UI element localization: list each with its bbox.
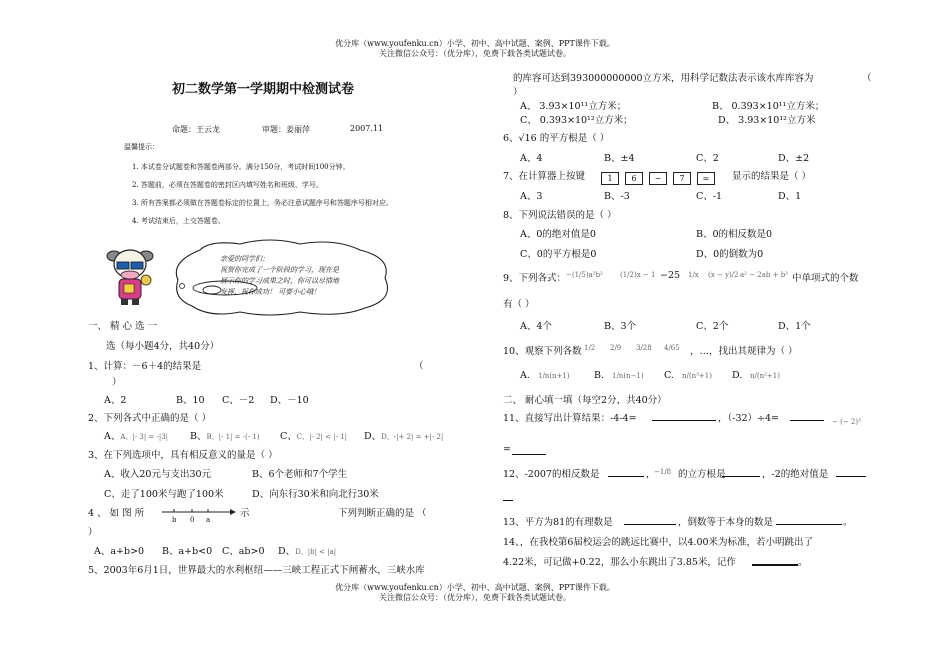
q10-seq-4: 4/65: [664, 344, 680, 352]
q12-mid: ，: [646, 469, 656, 480]
q7-option-b: B、-3: [604, 191, 630, 202]
q1-paren-close: ）: [112, 377, 122, 388]
q12-mid3: ，-2的绝对值是: [762, 469, 829, 480]
q6-stem: 6、√16 的平方根是（ ）: [503, 133, 610, 144]
q5-paren: （: [862, 73, 872, 84]
q4-option-d: D、|b| < |a|: [295, 548, 337, 556]
q10-seq-3: 3/28: [636, 344, 652, 352]
tips-title: 温馨提示：: [124, 143, 159, 151]
q9-option-d: D、1个: [778, 321, 811, 332]
q13-mid: ，倒数等于本身的数是: [678, 517, 774, 528]
q3-option-d: D、向东行30米和向北行30米: [252, 489, 379, 500]
q14-blank[interactable]: [752, 564, 798, 566]
q2-option-a: A、|- 3| = -|3|: [120, 433, 169, 441]
q9-tail: 中单项式的个数: [792, 273, 859, 284]
q7-option-d: D、1: [778, 191, 802, 202]
q2-option-c: C、|- 2| < |- 1|: [296, 433, 347, 441]
q6-option-a: A、4: [520, 153, 543, 164]
q10-option-d: D.: [732, 370, 743, 381]
section1-sub: 选（每小题4分，共40分）: [106, 341, 220, 352]
q5-line-1: 5、2003年6月1日，世界最大的水利枢纽——三峡工程正式下闸蓄水，三峡水库: [88, 565, 425, 576]
q10-tail: ，…，找出其规律为（ ）: [690, 346, 798, 357]
calculator-keys: [598, 166, 718, 185]
key-7: 7: [673, 172, 691, 185]
q2-option-b: B、|- 1| = -(- 1): [206, 433, 260, 441]
q6-option-c: C、2: [696, 153, 719, 164]
q7-tail: 显示的结果是（ ）: [732, 171, 812, 182]
reviewer: 审题：姜丽萍: [262, 125, 310, 134]
q9-stem: 9、下列各式：: [503, 273, 567, 284]
q2-option-b-label: B、B、|- 1| = -(- 1): [190, 431, 260, 442]
bubble-line-1: 亲爱的同学们：: [220, 255, 269, 263]
q1-option-a: A、2: [104, 395, 127, 406]
section1-heading: 一、 精 心 选 一: [88, 321, 158, 332]
q7-stem: 7、在计算器上按键: [503, 171, 586, 182]
q2-option-a-label: A、A、|- 3| = -|3|: [104, 431, 169, 442]
q14-end: 。: [798, 557, 808, 568]
q4-option-d-label: D、D、|b| < |a|: [278, 546, 337, 557]
header-line-1: 优分库（www.youfenku.cn）小学、初中、高中试题、案例、PPT课件下载。: [335, 39, 615, 48]
exam-date: 2007.11: [350, 124, 384, 133]
q2-option-c-label: C、C、|- 2| < |- 1|: [280, 431, 347, 442]
key-6: 6: [625, 172, 643, 185]
q4-stem-b: 示: [240, 508, 250, 519]
q10-form-b: 1/n(n−1): [612, 372, 644, 380]
q9-expr-2: (1/2)x − 1: [620, 271, 656, 279]
q8-option-b: B、0的相反数是0: [696, 229, 773, 240]
q9-line-2: 有（ ）: [503, 299, 535, 310]
footer-line-2: 关注微信公众号：（优分库），免费下载各类试题试卷。: [379, 593, 571, 602]
q5-option-a: A、 3.93×10¹¹立方米；: [520, 101, 627, 112]
q3-option-a: A、收入20元与支出30元: [104, 469, 212, 480]
q10-seq-2: 2/9: [610, 344, 622, 352]
q12-stem: 12、-2007的相反数是: [503, 469, 600, 480]
q10-option-a: A.: [520, 370, 530, 381]
q4-option-a: A、a+b>0: [94, 546, 145, 557]
q9-expr-5: (x − y)/2: [708, 271, 739, 279]
q2-stem: 2、下列各式中正确的是（ ）: [88, 413, 212, 424]
footer-line-1: 优分库（www.youfenku.cn）小学、初中、高中试题、案例、PPT课件下载。: [335, 583, 615, 592]
axis-label-0: 0: [190, 516, 195, 524]
tip-4: 4. 考试结束后，上交答题卷。: [132, 217, 225, 225]
q7-option-c: C、-1: [696, 191, 723, 202]
q13-blank-1[interactable]: [624, 524, 676, 525]
q4-option-c: C、ab>0: [222, 546, 265, 557]
q1-option-c: C、－2: [222, 395, 255, 406]
q9-option-b: B、3个: [604, 321, 637, 332]
q10-form-a: 1/n(n+1): [538, 372, 570, 380]
q6-option-d: D、±2: [778, 153, 810, 164]
q9-option-a: A、4个: [520, 321, 552, 332]
q11-mid: ，（-32）÷4=: [718, 413, 780, 424]
q12-mid2: 的立方根是: [678, 469, 726, 480]
q11-stem: 11、直接写出计算结果：-4-4=: [503, 413, 637, 424]
q2-option-d: D、-|+ 2| = +|- 2|: [381, 433, 444, 441]
q13-blank-2[interactable]: [776, 524, 842, 525]
q13-stem: 13、平方为81的有理数是: [503, 517, 613, 528]
q10-seq-1: 1/2: [584, 344, 596, 352]
q6-option-b: B、±4: [604, 153, 635, 164]
q11-tail: =: [503, 444, 511, 455]
q9-expr-1: −(1/5)a²b²: [566, 271, 603, 279]
q12-blank-3[interactable]: [836, 476, 866, 477]
q8-stem: 8、下列说法错误的是（ ）: [503, 210, 617, 221]
bubble-line-3: 展示你的学习成果之时，你可以尽情地: [220, 277, 339, 285]
q11-blank-2[interactable]: [790, 420, 824, 421]
q8-option-d: D、0的倒数为0: [696, 249, 764, 260]
q5-option-b: B、 0.393×10¹¹立方米；: [712, 101, 825, 112]
q8-option-c: C、0的平方根是0: [520, 249, 597, 260]
q10-option-c: C.: [664, 370, 674, 381]
key-minus: −: [649, 172, 667, 185]
q1-paren: （: [414, 361, 424, 372]
q7-option-a: A、3: [520, 191, 543, 202]
q5-line-2: 的库容可达到393000000000立方米，用科学记数法表示该水库库容为: [513, 73, 814, 84]
q1-option-d: D、－10: [270, 395, 309, 406]
q4-option-b: B、a+b<0: [162, 546, 213, 557]
q11-expr: − (− 2)³: [832, 418, 861, 426]
q3-stem: 3、在下列选项中，具有相反意义的量是（ ）: [88, 450, 278, 461]
q11-blank-1[interactable]: [652, 420, 716, 421]
q1-stem: 1、计算：－6＋4的结果是: [88, 361, 202, 372]
q9-expr-3: −25: [660, 270, 681, 281]
key-1: 1: [601, 172, 619, 185]
q9-expr-4: 1/x: [688, 271, 699, 279]
q12-blank-1[interactable]: [608, 476, 644, 477]
q8-option-a: A、0的绝对值是0: [520, 229, 596, 240]
q4-stem-c: 下列判断正确的是 （: [338, 508, 427, 519]
q9-option-c: C、2个: [696, 321, 729, 332]
q5-close: ）: [513, 87, 523, 98]
q12-blank-3-wrap: [503, 500, 513, 501]
q10-option-b: B.: [594, 370, 605, 381]
q12-frac: −1/8: [654, 468, 672, 476]
bubble-line-4: 发挥，祝你成功！ 可要小心哦！: [220, 288, 321, 296]
section2-heading: 二、 耐心填一填（每空2分，共40分）: [503, 395, 667, 406]
q4-stem-a: 4 、 如 图 所: [88, 508, 145, 519]
q13-end: 。: [843, 517, 853, 528]
q2-option-d-label: D、D、-|+ 2| = +|- 2|: [364, 431, 444, 442]
tip-2: 2. 答题前，必须在答题卷的密封区内填写姓名和班级、学号。: [132, 181, 323, 189]
q3-option-b: B、6个老师和7个学生: [252, 469, 348, 480]
q10-form-c: n/(n³+1): [682, 372, 712, 380]
bubble-line-2: 祝贺你完成了一个阶段的学习，现在是: [220, 266, 339, 274]
q9-expr-6: a² − 2ab + b²: [740, 271, 789, 279]
q1-option-b: B、10: [176, 395, 205, 406]
q5-option-c: C、 0.393×10¹²立方米；: [520, 115, 633, 126]
q10-form-d: n/(n²+1): [750, 372, 780, 380]
author: 命题：王云龙: [172, 125, 220, 134]
q10-stem: 10、观察下列各数: [503, 346, 582, 357]
tip-3: 3. 所有答案都必须做在答题卷标定的位置上，务必注意试题序号和答题序号相对应。: [132, 199, 393, 207]
header-line-2: 关注微信公众号：（优分库），免费下载各类试题试卷。: [379, 49, 571, 58]
exam-title: 初二数学第一学期期中检测试卷: [172, 82, 355, 97]
axis-label-a: a: [206, 516, 211, 524]
q12-blank-2[interactable]: [722, 476, 760, 477]
cow-mascot-illustration: [104, 244, 156, 306]
tip-1: 1. 本试卷分试题卷和答题卷两部分。满分150分，考试时间100分钟。: [132, 163, 350, 171]
q3-option-c: C、走了100米与跑了100米: [104, 489, 224, 500]
key-equals: =: [697, 172, 715, 185]
q11-blank-3[interactable]: [512, 454, 546, 455]
q14-line-2: 4.22米，可记做+0.22，那么小东跳出了3.85米，记作: [503, 557, 736, 568]
q5-option-d: D、 3.93×10¹²立方米: [718, 115, 816, 126]
axis-label-b: b: [172, 516, 177, 524]
q4-close: ）: [88, 527, 98, 538]
q14-line-1: 14、，在我校第6届校运会的跳远比赛中，以4.00米为标准，若小明跳出了: [503, 537, 814, 548]
